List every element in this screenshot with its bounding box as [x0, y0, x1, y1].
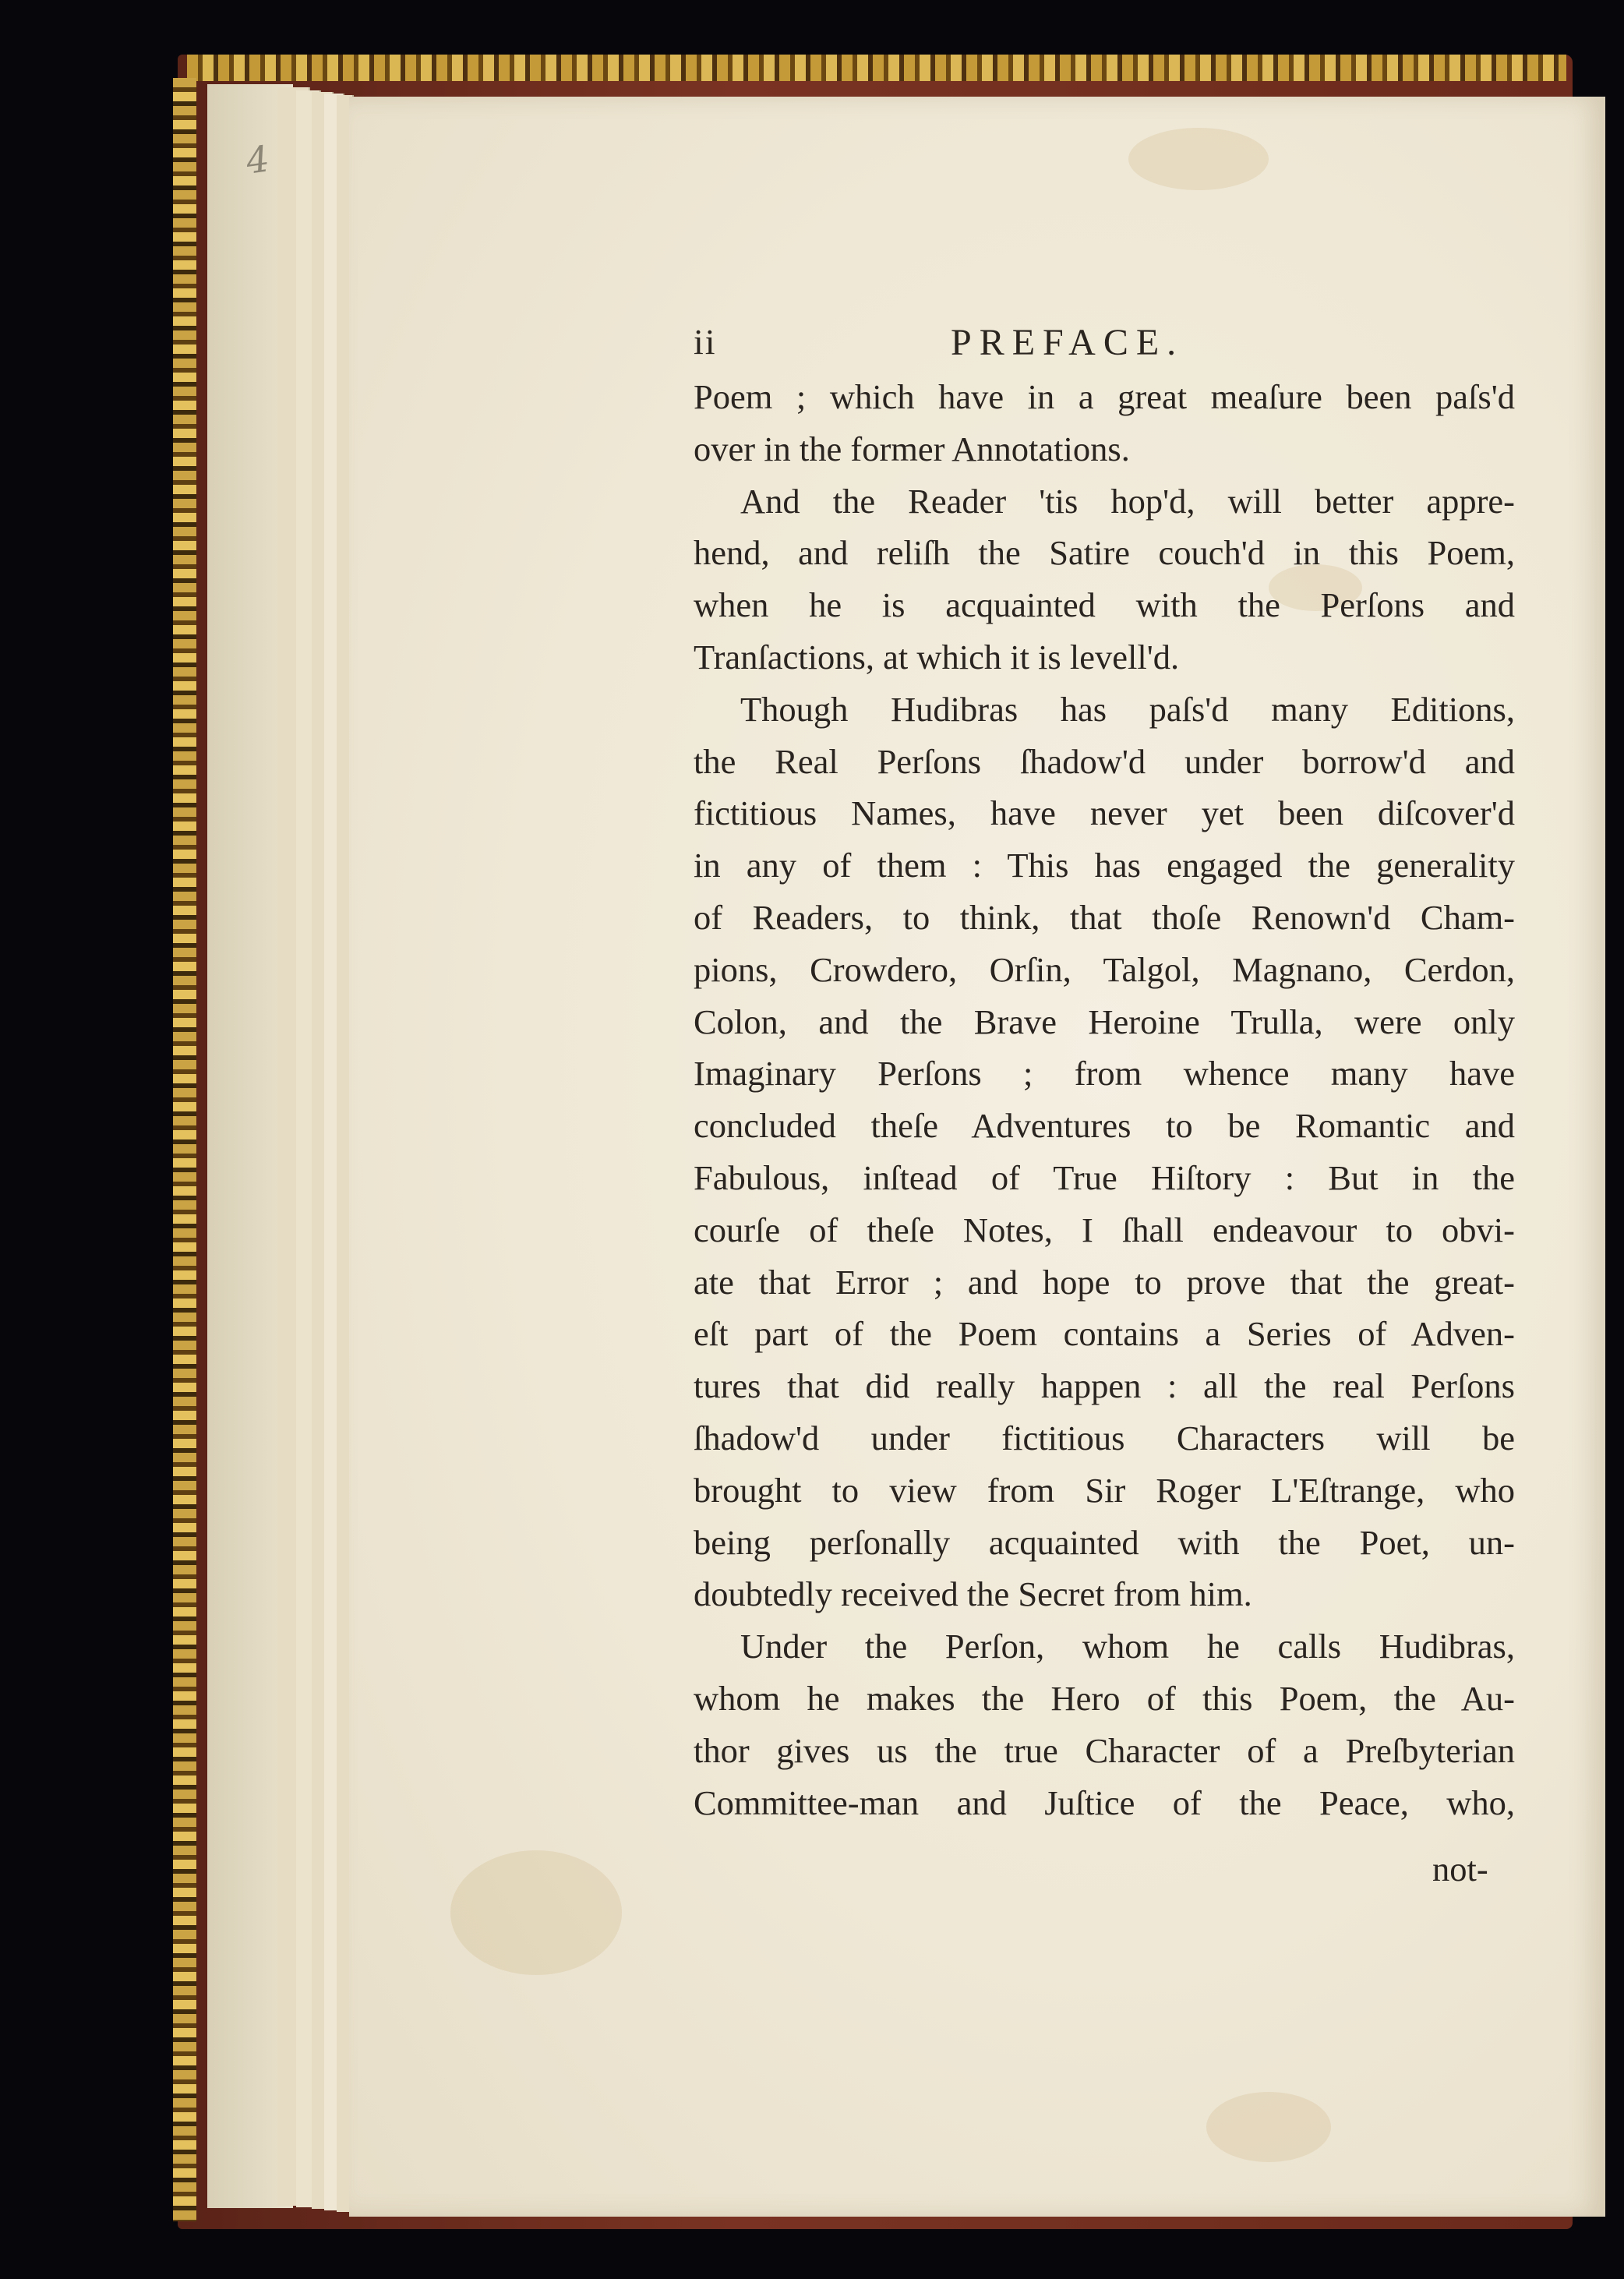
text-line: Committee-man and Juſtice of the Peace, who, — [694, 1783, 1515, 1822]
text-line: brought to view from Sir Roger L'Eſtrange, who — [694, 1470, 1515, 1510]
text-line: doubtedly received the Secret from him. — [694, 1574, 1252, 1614]
text-line: hend, and reliſh the Satire couch'd in this Poem, — [694, 533, 1515, 573]
paper-stain — [1128, 128, 1269, 190]
text-line: Imaginary Perſons ; from whence many have — [694, 1054, 1515, 1094]
text-line: tures that did really happen : all the real Perſons — [694, 1366, 1515, 1406]
text-line: pions, Crowdero, Orſin, Talgol, Magnano, Cerdon, — [694, 949, 1515, 989]
text-line: thor gives us the true Character of a Preſbyterian — [694, 1730, 1515, 1770]
gilt-border-spine — [173, 78, 196, 2221]
paper-stain — [1206, 2092, 1331, 2162]
text-line: concluded theſe Adventures to be Romantic and — [694, 1106, 1515, 1146]
text-line: Fabulous, inſtead of True Hiſtory : But in the — [694, 1157, 1515, 1197]
page-header — [694, 321, 1512, 368]
text-line: of Readers, to think, that thoſe Renown'd Cham- — [694, 897, 1515, 937]
text-line: Under the Perſon, whom he calls Hudibras, — [740, 1627, 1515, 1666]
text-line: Tranſactions, at which it is levell'd. — [694, 637, 1180, 677]
text-line: courſe of theſe Notes, I ſhall endeavour to obvi- — [694, 1210, 1515, 1249]
text-line: Colon, and the Brave Heroine Trulla, were only — [694, 1002, 1515, 1041]
body-text — [694, 371, 1515, 1828]
catchword: not- — [1432, 1850, 1488, 1889]
text-line: the Real Perſons ſhadow'd under borrow'd and — [694, 741, 1515, 781]
gilt-border-top — [187, 55, 1566, 81]
running-head: PREFACE. — [951, 322, 1184, 363]
text-line: Though Hudibras has paſs'd many Editions, — [740, 689, 1515, 729]
text-line: in any of them : This has engaged the generality — [694, 846, 1515, 885]
text-line: whom he makes the Hero of this Poem, the Au- — [694, 1678, 1515, 1718]
text-line: eſt part of the Poem contains a Series of Adven- — [694, 1314, 1515, 1354]
text-line: over in the former Annotations. — [694, 429, 1130, 468]
page-number: ii — [694, 322, 717, 362]
text-line: fictitious Names, have never yet been diſcover'd — [694, 793, 1515, 833]
text-line: being perſonally acquainted with the Poet, un- — [694, 1522, 1515, 1562]
text-line: And the Reader 'tis hop'd, will better appre- — [740, 481, 1515, 521]
text-line: when he is acquainted with the Perſons and — [694, 585, 1515, 625]
text-line: ate that Error ; and hope to prove that the great- — [694, 1262, 1515, 1302]
text-line: Poem ; which have in a great meaſure been paſs'd — [694, 377, 1515, 416]
pencil-mark: 4 — [243, 137, 272, 182]
paper-stain — [450, 1850, 622, 1975]
text-line: ſhadow'd under fictitious Characters will be — [694, 1418, 1515, 1458]
